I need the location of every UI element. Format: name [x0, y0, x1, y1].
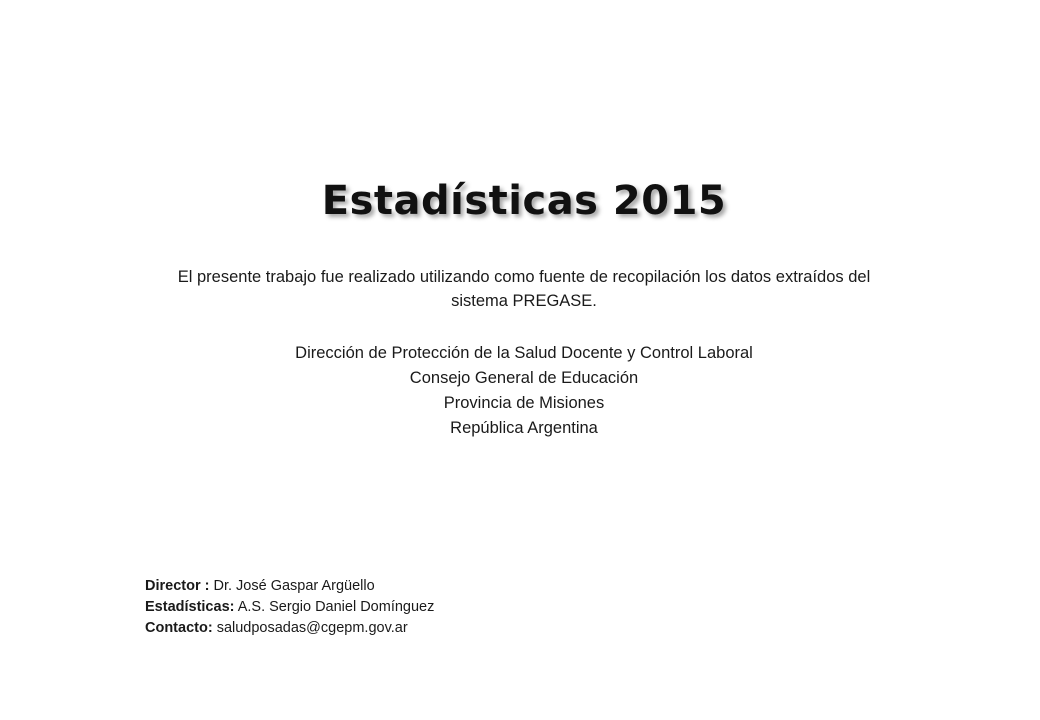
page-title: Estadísticas 2015: [321, 178, 727, 224]
organization-block: [150, 341, 898, 441]
statistics-label: Estadísticas:: [145, 599, 235, 615]
organization-council: Consejo General de Educación: [409, 369, 639, 387]
director-label: Director :: [145, 578, 210, 594]
organization-direction: Dirección de Protección de la Salud Docente y Control Laboral: [295, 344, 753, 362]
contact-email: saludposadas@cgepm.gov.ar: [212, 620, 408, 636]
credit-director: [145, 576, 434, 597]
credit-statistics: [145, 597, 434, 618]
director-name: Dr. José Gaspar Argüello: [209, 578, 375, 594]
organization-country: República Argentina: [450, 419, 598, 437]
contact-label: Contacto:: [145, 620, 213, 636]
organization-province: Provincia de Misiones: [443, 394, 605, 412]
intro-text: El presente trabajo fue realizado utilizando como fuente de recopilación los datos extraídos del sistema PREGASE.: [177, 268, 871, 310]
credits-block: [145, 576, 434, 639]
statistics-name: A.S. Sergio Daniel Domínguez: [234, 599, 435, 615]
credit-contact: [145, 618, 434, 639]
